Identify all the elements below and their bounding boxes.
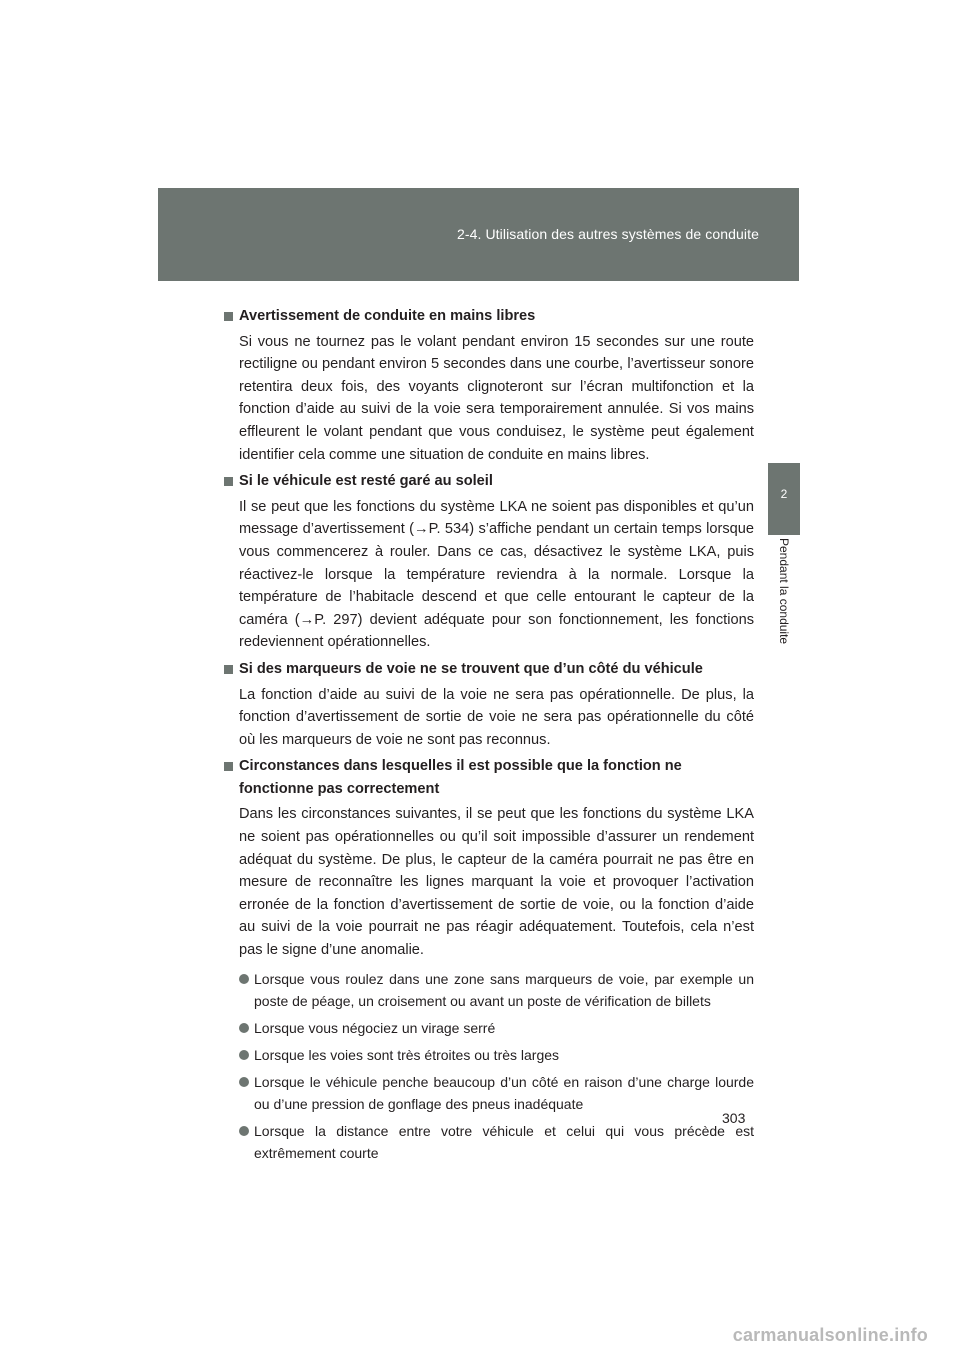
square-bullet-icon — [224, 477, 233, 486]
list-item-text: Lorsque vous roulez dans une zone sans marqueurs de voie, par exemple un poste de péage, un croisement ou avant un poste de vérification de billets — [254, 970, 754, 1009]
chapter-header-band — [158, 188, 799, 281]
list-item-text: Lorsque la distance entre votre véhicule et celui qui vous précède est extrêmement courte — [254, 1122, 754, 1161]
page-number: 303 — [722, 1110, 746, 1126]
circle-bullet-icon — [239, 1126, 249, 1136]
section-body: Si vous ne tournez pas le volant pendant environ 15 secondes sur une route rectiligne ou pendant environ 5 secondes dans une courbe, l’avertisseur sonore retentira deux fois, des voyants clignoteront sur l’écran multifonction et la fonction d’aide au suivi de la voie sera temporairement annulée. Si vos mains effleurent le volant pendant que vous conduisez, le système peut également identifier cela comme une situation de conduite en mains libres. — [239, 333, 754, 463]
circle-bullet-icon — [239, 1023, 249, 1033]
chapter-title: 2-4. Utilisation des autres systèmes de conduite — [456, 226, 759, 242]
section-heading-text: Circonstances dans lesquelles il est possible que la fonction ne fonctionne pas correctement — [239, 758, 682, 797]
section-parked-in-sun — [224, 470, 754, 654]
square-bullet-icon — [224, 762, 233, 771]
section-heading — [224, 305, 754, 328]
list-item — [239, 968, 754, 1012]
watermark: carmanualsonline.info — [732, 1325, 928, 1345]
section-lane-markers-one-side — [224, 658, 754, 751]
section-heading — [224, 470, 754, 493]
chapter-side-tab — [768, 463, 800, 535]
list-item-text: Lorsque vous négociez un virage serré — [254, 1019, 496, 1036]
list-item-text: Lorsque les voies sont très étroites ou très larges — [254, 1046, 560, 1063]
section-body: Il se peut que les fonctions du système LKA ne soient pas disponibles et qu’un message d’avertissement (→P. 534) s’affiche pendant un certain temps lorsque vous commencerez à rouler. Dans ce cas, désactivez le système LKA, puis réactivez-le lorsque la température reviendra à la normale. Lorsque la température de l’habitacle descend et que celle entourant le capteur de la caméra (→P. 297) devient adéquate pour son fonctionnement, les fonctions redeviennent opérationnelles. — [239, 498, 754, 651]
list-item-text: Lorsque le véhicule penche beaucoup d’un côté en raison d’une charge lourde ou d’une pression de gonflage des pneus inadéquate — [254, 1073, 754, 1112]
chapter-side-label: Pendant la conduite — [777, 538, 791, 645]
section-heading-text: Avertissement de conduite en mains libres — [239, 308, 536, 324]
list-item — [239, 1120, 754, 1164]
bullet-list — [239, 968, 754, 1164]
chapter-side-label-wrap — [768, 538, 800, 670]
section-malfunction-circumstances — [224, 755, 754, 1163]
section-heading-text: Si des marqueurs de voie ne se trouvent que d’un côté du véhicule — [239, 660, 703, 677]
section-heading-text: Si le véhicule est resté garé au soleil — [239, 473, 493, 490]
circle-bullet-icon — [239, 974, 249, 984]
section-hands-free-warning — [224, 305, 754, 466]
list-item — [239, 1044, 754, 1066]
section-body: La fonction d’aide au suivi de la voie ne sera pas opérationnelle. De plus, la fonction d’avertissement de sortie de voie ne sera pas opérationnelle du côté où les marqueurs de voie ne sont pas reconnus. — [239, 686, 754, 748]
circle-bullet-icon — [239, 1050, 249, 1060]
section-body: Dans les circonstances suivantes, il se peut que les fonctions du système LKA ne soient pas opérationnelles ou qu’il soit impossible d’assurer un rendement adéquat du système. De plus, le capteur de la caméra pourrait ne pas être en mesure de reconnaître les lignes marquant la voie et provoquer l’activation erronée de la fonction d’avertissement de sortie de voie, ou la fonction d’aide au suivi de la voie pourrait ne pas réagir adéquatement. Toutefois, cela n’est pas le signe d’une anomalie. — [239, 806, 754, 959]
square-bullet-icon — [224, 665, 233, 674]
section-heading — [224, 755, 754, 800]
circle-bullet-icon — [239, 1077, 249, 1087]
square-bullet-icon — [224, 312, 233, 321]
list-item — [239, 1071, 754, 1115]
page-content — [224, 305, 754, 1169]
list-item — [239, 1017, 754, 1039]
section-heading — [224, 658, 754, 681]
chapter-number: 2 — [780, 487, 788, 501]
